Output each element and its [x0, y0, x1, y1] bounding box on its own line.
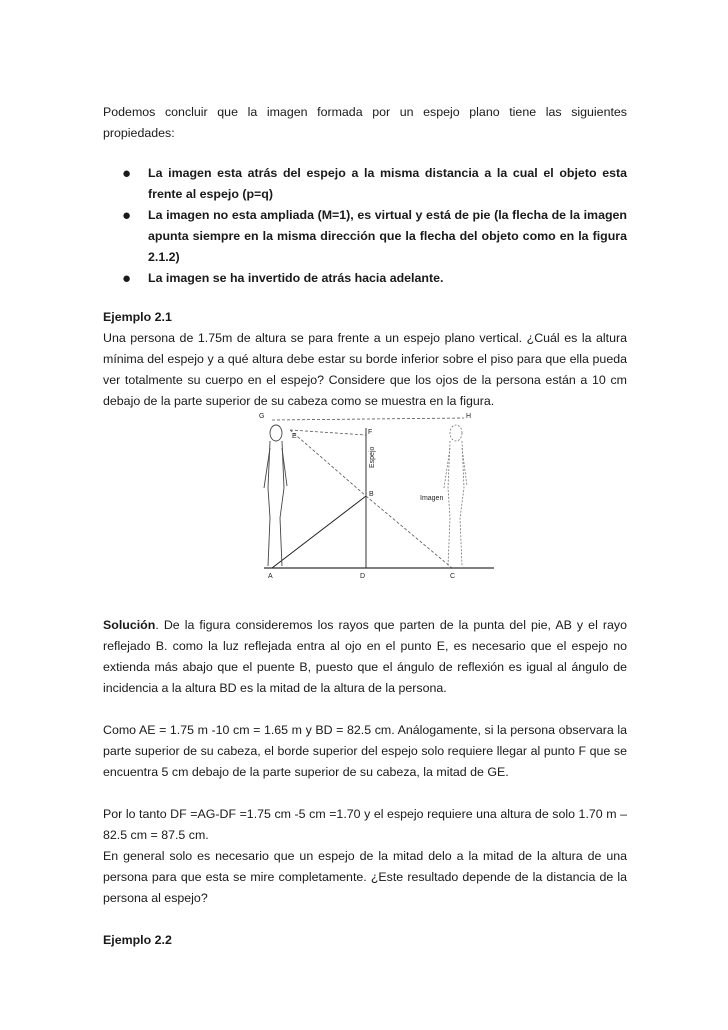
- spacer: [103, 783, 627, 804]
- bullet-icon: ●: [122, 270, 132, 287]
- solution-paragraph-1: Solución. De la figura consideremos los rayos que parten de la punta del pie, AB y el rayo reflejado B. como la luz reflejada entra al ojo en el punto E, es necesario que el espejo no extienda más abajo que el puente B, puesto que el ángulo de reflexión es igual al ángulo de incidencia a la altura BD es la mitad de la altura de la persona.: [103, 618, 627, 695]
- spacer: [103, 909, 627, 930]
- solution-label: Solución: [103, 618, 156, 632]
- properties-list: [103, 163, 627, 289]
- solution-paragraph-2: Como AE = 1.75 m -10 cm = 1.65 m y BD = 82.5 cm. Análogamente, si la persona observara la parte superior de su cabeza, el borde superior del espejo solo requiere llegar al punto F que se encuentra 5 cm debajo de la parte superior de su cabeza, la mitad de GE.: [103, 723, 627, 779]
- label-d: D: [360, 573, 366, 580]
- label-h: H: [466, 413, 472, 420]
- ray-eb: [290, 430, 366, 496]
- solution-paragraph-3: Por lo tanto DF =AG-DF =1.75 cm -5 cm =1.70 y el espejo requiere una altura de solo 1.70 m – 82.5 cm = 87.5 cm.: [103, 807, 627, 842]
- example-1-statement: Una persona de 1.75m de altura se para frente a un espejo plano vertical. ¿Cuál es la altura mínima del espejo y a qué altura debe estar su borde inferior sobre el piso para que ella pueda ver totalmente su cuerpo en el espejo? Considere que los ojos de la persona están a 10 cm debajo de la parte superior de su cabeza como se muestra en la figura.: [103, 331, 627, 408]
- example-1-title: Ejemplo 2.1: [103, 310, 172, 324]
- solution-paragraph-4: En general solo es necesario que un espejo de la mitad delo a la mitad de la altura de una persona para que esta se mire completamente. ¿Este resultado depende de la distancia de la persona al espejo?: [103, 849, 627, 905]
- ray-ab: [272, 496, 366, 568]
- spacer: [103, 699, 627, 720]
- person-figure: [264, 425, 287, 566]
- label-f: F: [368, 429, 373, 436]
- top-ray: [272, 418, 464, 420]
- bullet-icon: ●: [122, 207, 132, 224]
- label-g: G: [259, 413, 265, 420]
- list-item: ● La imagen no esta ampliada (M=1), es virtual y está de pie (la flecha de la imagen apunta siempre en la misma dirección que la flecha del objeto como en la figura 2.1.2): [122, 207, 627, 264]
- list-item: ● La imagen se ha invertido de atrás hacia adelante.: [122, 270, 444, 287]
- label-c: C: [450, 573, 456, 580]
- image-figure: [444, 425, 467, 566]
- mirror-figure: [254, 408, 626, 584]
- ray-ef: [290, 430, 366, 435]
- example-2-title: Ejemplo 2.2: [103, 933, 172, 947]
- label-image: Imagen: [420, 495, 444, 502]
- list-item: ● La imagen esta atrás del espejo a la misma distancia a la cual el objeto esta frente al espejo (p=q): [122, 165, 627, 201]
- label-mirror: Espejo: [369, 446, 376, 468]
- label-e: E: [292, 433, 297, 440]
- intro-paragraph: Podemos concluir que la imagen formada por un espejo plano tiene las siguientes propiedades:: [103, 105, 627, 140]
- ray-bc: [366, 496, 452, 568]
- label-b: B: [369, 491, 374, 498]
- bullet-icon: ●: [122, 165, 132, 182]
- label-a: A: [268, 573, 273, 580]
